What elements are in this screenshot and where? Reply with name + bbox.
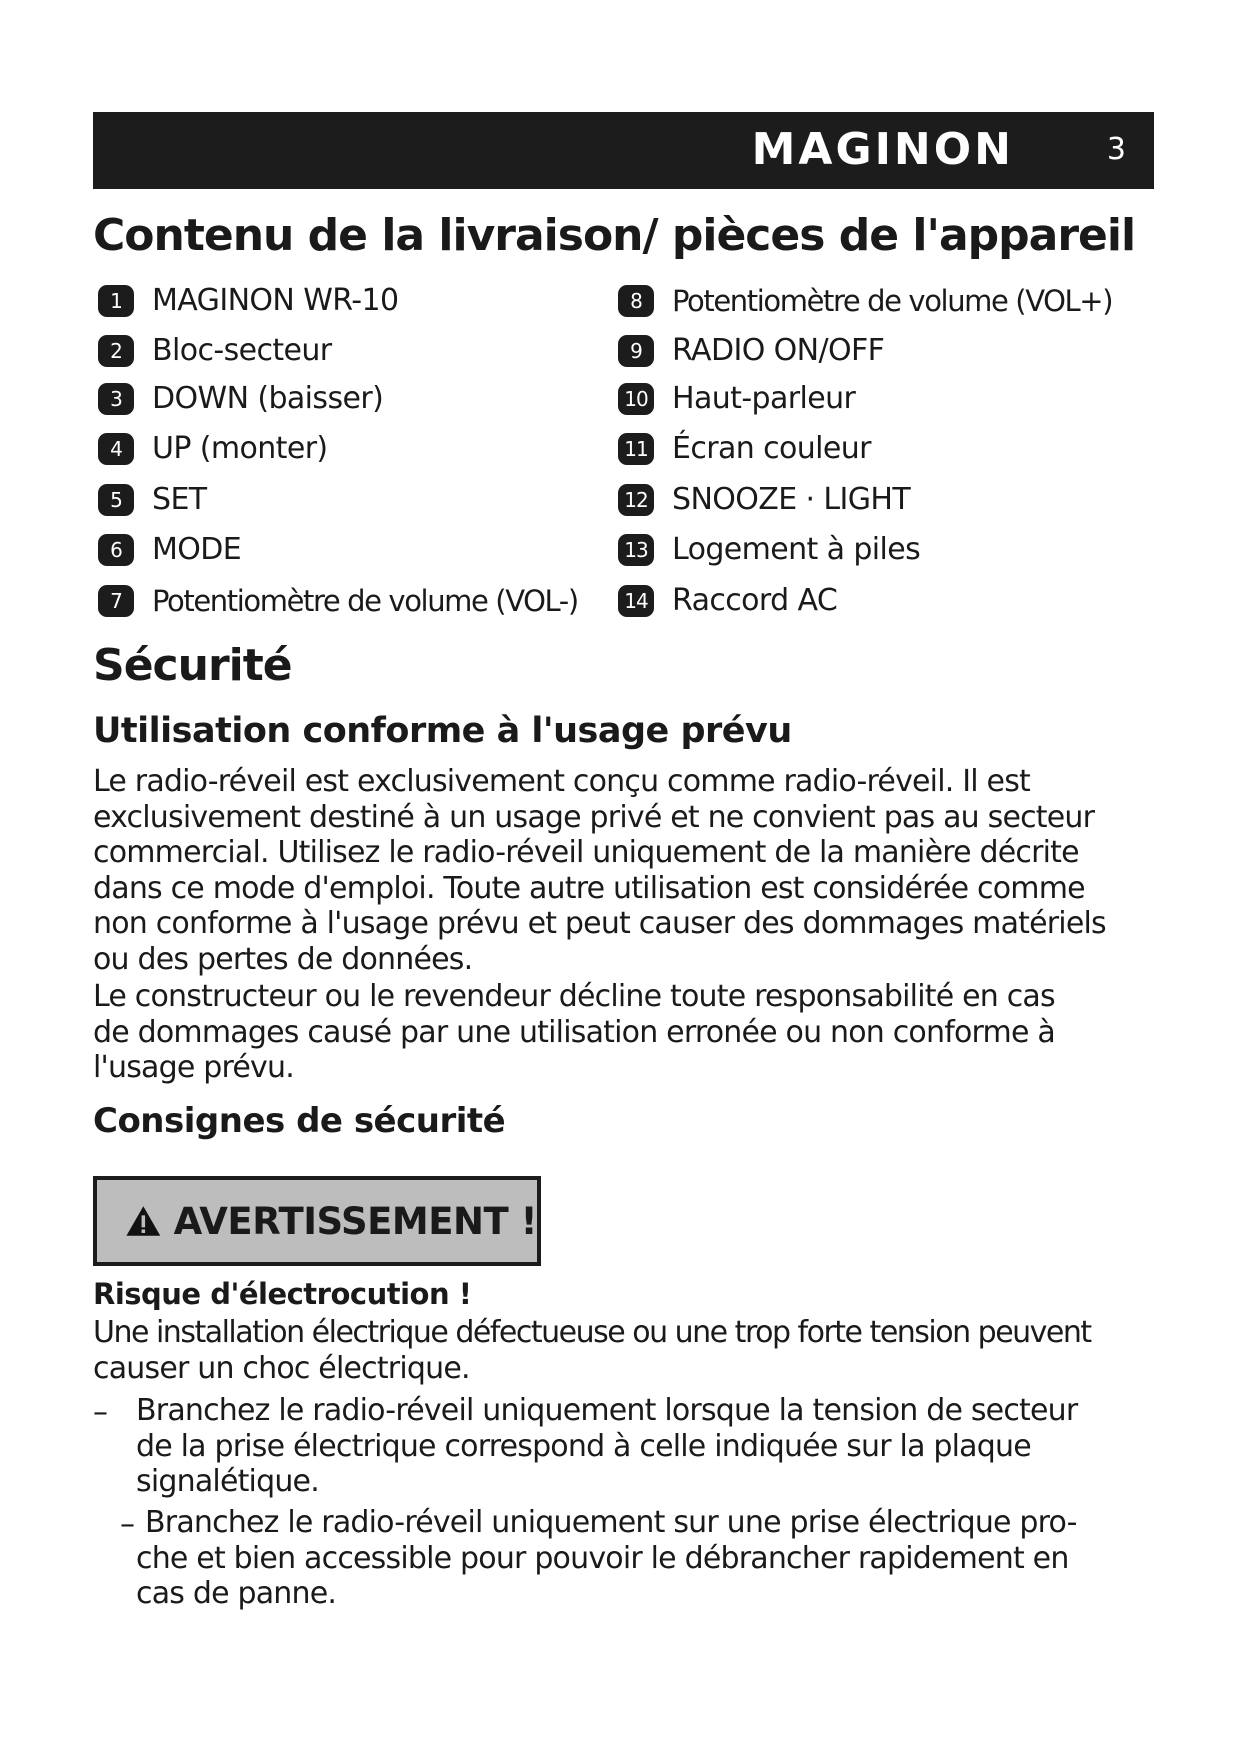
part-label: MAGINON WR-10 [152,283,399,318]
part-number-badge: 8 [618,285,654,317]
bullet-marker: – [93,1395,108,1430]
part-item [98,280,399,322]
bullet-item [136,1393,1156,1500]
part-label: SET [152,482,207,517]
part-label: Écran couleur [672,431,871,466]
text-line: de la prise électrique correspond à celle indiquée sur la plaque [136,1428,1031,1464]
parts-list [98,280,1158,620]
part-item [98,428,328,470]
part-number-badge: 7 [98,585,134,617]
part-label: Potentiomètre de volume (VOL+) [672,284,1113,318]
part-number-badge: 12 [618,484,654,516]
warning-label: AVERTISSEMENT ! [173,1199,537,1243]
part-item [98,378,383,420]
text-line: Le constructeur ou le revendeur décline toute responsabilité en cas [93,979,1055,1014]
part-label: Potentiomètre de volume (VOL-) [152,584,578,618]
warning-box [93,1176,541,1266]
part-item [618,428,871,470]
part-item [98,529,241,571]
warning-triangle-icon [125,1198,162,1244]
brand-logo: MAGINON [751,124,1014,175]
part-label: Haut-parleur [672,381,856,416]
part-item [98,479,207,521]
part-item [618,330,884,372]
liability-paragraph [93,979,1153,1086]
part-number-badge: 10 [618,383,654,415]
part-item [618,479,910,521]
safety-instructions-heading: Consignes de sécurité [93,1101,506,1141]
text-line: cas de panne. [136,1576,337,1611]
part-label: Raccord AC [672,583,838,618]
part-number-badge: 11 [618,433,654,465]
text-line: Branchez le radio-réveil uniquement sur une prise électrique pro- [145,1505,1077,1540]
part-label: UP (monter) [152,431,328,466]
page-number: 3 [1106,132,1126,167]
bullet-item [136,1505,1155,1612]
risk-heading: Risque d'électrocution ! [93,1277,472,1311]
text-line: ou des pertes de données. [93,941,473,977]
part-item [98,580,578,622]
part-item [618,280,1112,322]
intended-use-heading: Utilisation conforme à l'usage prévu [93,711,792,751]
part-label: DOWN (baisser) [152,381,384,416]
part-item [618,529,920,571]
part-number-badge: 14 [618,585,654,617]
part-number-badge: 1 [98,285,134,317]
part-label: Bloc-secteur [152,333,332,368]
part-label: RADIO ON/OFF [672,333,885,368]
part-item [618,580,837,622]
text-line: commercial. Utilisez le radio-réveil uniquement de la manière décrite [93,835,1079,870]
text-line: Le radio-réveil est exclusivement conçu comme radio-réveil. Il est [93,764,1030,799]
part-label: MODE [152,532,242,567]
header-bar [93,112,1154,189]
part-number-badge: 5 [98,484,134,516]
contents-title: Contenu de la livraison/ pièces de l'appareil [93,210,1136,261]
part-number-badge: 13 [618,534,654,566]
text-line: exclusivement destiné à un usage privé et ne convient pas au secteur [93,799,1095,835]
text-line: signalétique. [136,1464,319,1499]
text-line: l'usage prévu. [93,1050,294,1085]
part-item [618,378,855,420]
part-label: SNOOZE · LIGHT [672,482,911,517]
text-line: che et bien accessible pour pouvoir le débrancher rapidement en [136,1540,1069,1576]
text-line: non conforme à l'usage prévu et peut causer des dommages matériels [93,906,1106,941]
part-item [98,330,332,372]
text-line: de dommages causé par une utilisation erronée ou non conforme à [93,1014,1055,1050]
text-line: Branchez le radio-réveil uniquement lorsque la tension de secteur [136,1393,1078,1428]
part-number-badge: 2 [98,335,134,367]
part-number-badge: 4 [98,433,134,465]
text-line: Une installation électrique défectueuse ou une trop forte tension peuvent [93,1315,1091,1350]
intended-use-paragraph [93,764,1153,977]
security-title: Sécurité [93,640,292,691]
part-number-badge: 6 [98,534,134,566]
part-label: Logement à piles [672,532,921,567]
risk-paragraph [93,1315,1153,1386]
text-line: dans ce mode d'emploi. Toute autre utilisation est considérée comme [93,870,1085,906]
bullet-marker: – [120,1507,135,1542]
text-line: causer un choc électrique. [93,1350,470,1386]
part-number-badge: 3 [98,383,134,415]
part-number-badge: 9 [618,335,654,367]
